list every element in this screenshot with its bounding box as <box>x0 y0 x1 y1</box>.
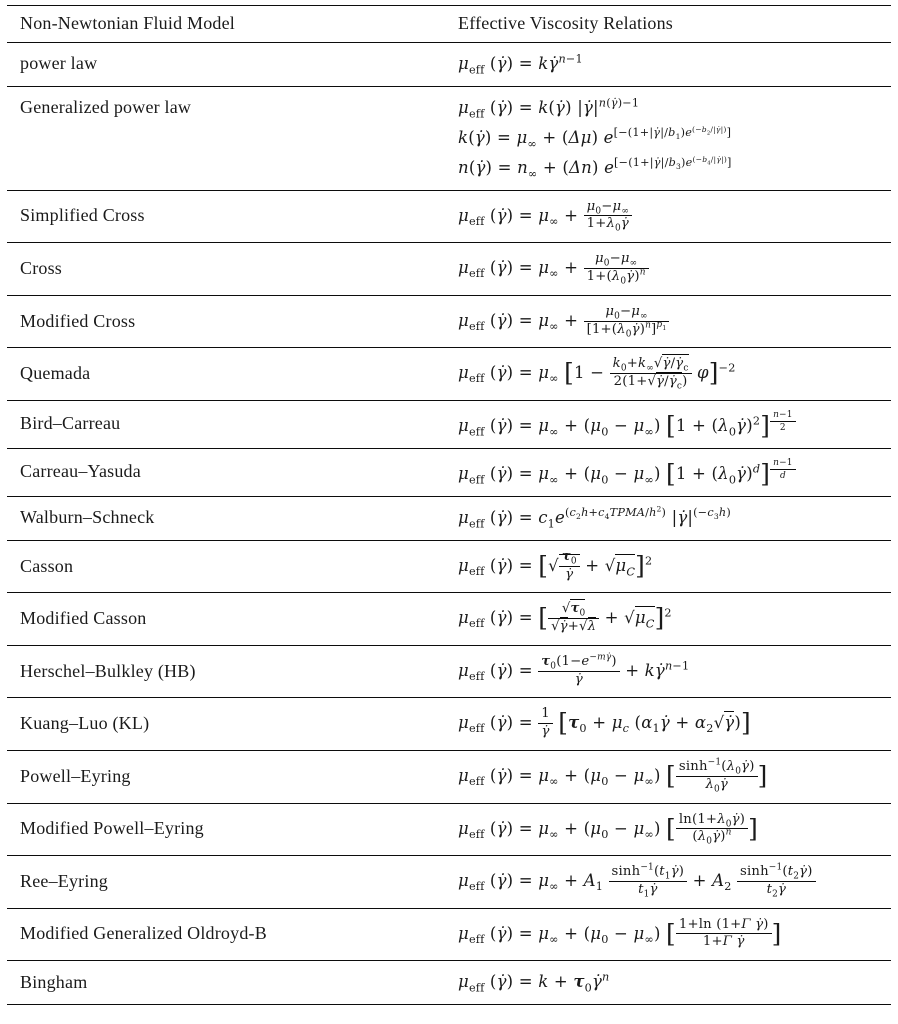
table-row <box>7 295 891 348</box>
table-row <box>7 698 891 751</box>
table-row <box>7 400 891 448</box>
model-name-cell: Modified Powell–Eyring <box>7 803 458 856</box>
formula-line: $\mu_{eff}$ (γ̇) = $\mu_\infty$ + $\frac{\mu_0-\mu_\infty}{[1+(\lambda_0\gammȧ)^n]^{p_1}}$ <box>458 302 887 341</box>
header-row <box>7 6 891 43</box>
formula-cell <box>458 698 891 751</box>
table-row <box>7 496 891 540</box>
formula-cell <box>458 400 891 448</box>
formula-cell <box>458 86 891 190</box>
model-name-cell: Carreau–Yasuda <box>7 448 458 496</box>
table-row <box>7 448 891 496</box>
model-name-cell: Modified Generalized Oldroyd-B <box>7 908 458 961</box>
formula-line: $\mu_{eff}$ (γ̇) = $\mu_\infty + (\mu_0 - \mu_\infty)$ [ $\frac{\ln(1+\lambda_0\gammȧ)}{(\lambda_0\gammȧ)^n}$ ] <box>458 811 758 847</box>
formula-cell <box>458 448 891 496</box>
table-row <box>7 751 891 804</box>
model-name-cell: Kuang–Luo (KL) <box>7 698 458 751</box>
formula-cell <box>458 908 891 961</box>
formula-cell <box>458 961 891 1005</box>
formula-line: k(γ̇) = $\mu_\infty + (\Delta\mu)$ e[−(1+|γ̇|/b1)e(−b2/|γ̇|)] <box>458 124 732 151</box>
table-row <box>7 961 891 1005</box>
model-name-cell: Ree–Eyring <box>7 856 458 909</box>
table-row <box>7 86 891 190</box>
table-row <box>7 856 891 909</box>
model-name-cell: Modified Casson <box>7 593 458 646</box>
model-name-cell: Generalized power law <box>7 86 458 190</box>
formula-cell <box>458 496 891 540</box>
table-row <box>7 803 891 856</box>
model-name-cell: Bird–Carreau <box>7 400 458 448</box>
table-row <box>7 593 891 646</box>
formula-line: $\mu_{eff}$ (γ̇) = $\frac{\tau_0(1-e^{-m\gammȧ})}{\gammȧ}$ + kγ̇$^{n-1}$ <box>458 652 690 687</box>
formula-line: $\mu_{eff}$ (γ̇) = $c_1e^{(c_2h+c_4TPMA/h^2)}$ $|\gammȧ|^{(-c_3h)}$ <box>458 504 731 531</box>
formula-line: $\mu_{eff}$ (γ̇) = $k + \tau_0\gammȧ^n$ <box>458 970 610 995</box>
formula-line: $\mu_{eff}$ (γ̇) = kγ̇$^{n-1}$ <box>458 52 583 77</box>
model-name-cell: Casson <box>7 540 458 593</box>
formula-cell <box>458 856 891 909</box>
table-row <box>7 190 891 243</box>
formula-line: $\mu_{eff}$ (γ̇) = $\mu_\infty$ + $\frac{\mu_0-\mu_\infty}{1+\lambda_0\gammȧ}$ <box>458 197 887 236</box>
table-row <box>7 43 891 87</box>
formula-cell <box>458 540 891 593</box>
formula-line: $\mu_{eff}$ (γ̇) = $\frac{1}{\gammȧ}$ [$\tau_0 + \mu_c$ ($\alpha_1\gammȧ$ + $\alpha_2√\gammȧ$)] <box>458 706 751 740</box>
formula-cell <box>458 295 891 348</box>
formula-cell <box>458 43 891 87</box>
formula-line: $\mu_{eff}$ (γ̇) = k(γ̇) $|\gammȧ|^{n(\gammȧ)-1}$ <box>458 96 640 121</box>
formula-line: $\mu_{eff}$ (γ̇) = $\mu_\infty + (\mu_0 - \mu_\infty) [1$ + $(\lambda_0\gammȧ)^2$] $^{\frac{n-1}{2}}$ <box>458 407 887 441</box>
formula-cell <box>458 803 891 856</box>
formula-line: $\mu_{eff}$ (γ̇) = [√ $\frac{\tau_0}{\gammȧ}$ + $√\mu_C]^2$ <box>458 548 653 582</box>
model-name-cell: Quemada <box>7 348 458 401</box>
model-name-cell: Powell–Eyring <box>7 751 458 804</box>
formula-cell <box>458 190 891 243</box>
model-name-cell: power law <box>7 43 458 87</box>
formula-cell <box>458 645 891 698</box>
model-name-cell: Herschel–Bulkley (HB) <box>7 645 458 698</box>
model-name-cell: Modified Cross <box>7 295 458 348</box>
column-header-model: Non-Newtonian Fluid Model <box>7 6 458 43</box>
viscosity-models-table <box>7 5 891 1005</box>
formula-cell <box>458 751 891 804</box>
formula-cell <box>458 348 891 401</box>
model-name-cell: Simplified Cross <box>7 190 458 243</box>
table-row <box>7 243 891 296</box>
formula-line: $\mu_{eff}$ (γ̇) = $\mu_\infty + (\mu_0 - \mu_\infty)$ [ $\frac{\text{1+ln (1+Γ γ̇)}}{\text{1+Γ γ̇}}$ ] <box>458 916 782 950</box>
formula-line: $\mu_{eff}$ (γ̇) = $\mu_\infty + (\mu_0 - \mu_\infty) [1$ + $(\lambda_0\gammȧ)^d$] $^{\frac{n-1}{d}}$ <box>458 455 887 489</box>
table-row <box>7 348 891 401</box>
table-row <box>7 540 891 593</box>
table-row <box>7 908 891 961</box>
column-header-relations: Effective Viscosity Relations <box>458 6 891 43</box>
formula-line: n(γ̇) = $n_\infty + (\Delta n)$ e[−(1+|γ̇|/b3)e(−b4/|γ̇|)] <box>458 154 732 181</box>
model-name-cell: Cross <box>7 243 458 296</box>
model-name-cell: Walburn–Schneck <box>7 496 458 540</box>
model-name-cell: Bingham <box>7 961 458 1005</box>
formula-cell <box>458 593 891 646</box>
table-row <box>7 645 891 698</box>
formula-line: $\mu_{eff}$ (γ̇) = $\mu_\infty + A_1$ $\frac{\sinh^{-1}(t_1\gammȧ)}{t_1\gammȧ}$ + $A_2$ $\frac{\sinh^{-1}(t_2\gammȧ)}{t_2\gammȧ}$ <box>458 862 887 901</box>
formula-line: $\mu_{eff}$ (γ̇) = $\mu_\infty$ [1 − $\frac{k_0+k_\infty√\gammȧ/\gammȧ_c}{2(1+√\gammȧ/\gammȧ_c)}$ φ]$^{-2}$ <box>458 356 736 392</box>
formula-line: $\mu_{eff}$ (γ̇) = [ $\frac{√\tau_0}{√\gammȧ+√\lambda}$ + $√\mu_C]^2$ <box>458 601 672 635</box>
formula-line: $\mu_{eff}$ (γ̇) = $\mu_\infty + (\mu_0 - \mu_\infty)$ [ $\frac{\sinh^{-1}(\lambda_0\gammȧ)}{\lambda_0\gammȧ}$ ] <box>458 757 768 795</box>
formula-line: $\mu_{eff}$ (γ̇) = $\mu_\infty$ + $\frac{\mu_0-\mu_\infty}{1+(\lambda_0\gammȧ)^n}$ <box>458 249 887 288</box>
formula-cell <box>458 243 891 296</box>
